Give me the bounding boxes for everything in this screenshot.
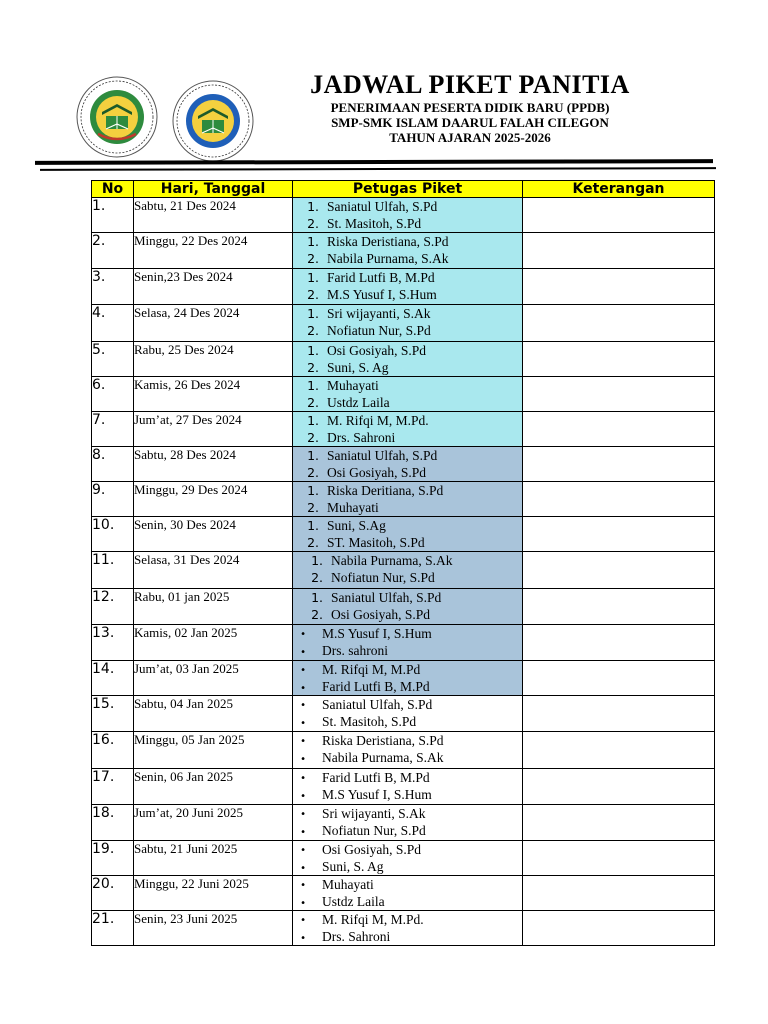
staff-entry: [293, 786, 522, 803]
row-date: Senin, 06 Jan 2025: [134, 769, 293, 805]
document-header: [270, 70, 670, 145]
row-staff: [293, 517, 523, 552]
bullet-marker: •: [300, 773, 306, 784]
table-row: [92, 198, 715, 233]
staff-entry: [293, 893, 522, 910]
staff-name: M.S Yusuf I, S.Hum: [322, 626, 432, 641]
header-notes: Keterangan: [523, 181, 715, 198]
row-number: 13.: [92, 625, 134, 661]
row-notes: [523, 342, 715, 377]
staff-name: Osi Gosiyah, S.Pd: [331, 607, 431, 622]
row-date: Rabu, 25 Des 2024: [134, 342, 293, 377]
staff-entry: [293, 342, 522, 359]
table-row: [92, 625, 715, 661]
row-notes: [523, 552, 715, 589]
header-staff: Petugas Piket: [293, 181, 523, 198]
staff-name: Farid Lutfi B, M.Pd: [327, 270, 435, 285]
table-row: [92, 589, 715, 625]
bullet-marker: •: [300, 845, 306, 856]
row-notes: [523, 269, 715, 305]
row-number: 19.: [92, 841, 134, 876]
subtitle-year: TAHUN AJARAN 2025-2026: [389, 130, 551, 145]
list-number: 1.: [311, 553, 323, 568]
staff-entry: [293, 482, 522, 499]
staff-name: Drs. Sahroni: [327, 430, 396, 445]
staff-name: Saniatul Ulfah, S.Pd: [327, 199, 438, 214]
row-number: 12.: [92, 589, 134, 625]
bullet-marker: •: [300, 736, 306, 747]
staff-name: Nofiatun Nur, S.Pd: [322, 823, 426, 838]
list-number: 1.: [307, 413, 319, 428]
staff-entry: [293, 696, 522, 713]
row-number: 14.: [92, 661, 134, 696]
row-notes: [523, 661, 715, 696]
row-date: Senin, 30 Des 2024: [134, 517, 293, 552]
row-date: Senin,23 Des 2024: [134, 269, 293, 305]
bullet-marker: •: [300, 665, 306, 676]
list-number: 1.: [307, 199, 319, 214]
list-number: 2.: [307, 216, 319, 231]
staff-name: Nabila Purnama, S.Ak: [331, 553, 453, 568]
list-number: 1.: [311, 590, 323, 605]
list-number: 1.: [307, 483, 319, 498]
list-number: 2.: [307, 535, 319, 550]
bullet-marker: •: [300, 791, 306, 802]
row-notes: [523, 732, 715, 769]
staff-name: Riska Deristiana, S.Pd: [327, 234, 449, 249]
staff-entry: [293, 394, 522, 411]
row-notes: [523, 911, 715, 946]
staff-name: ST. Masitoh, S.Pd: [327, 535, 425, 550]
row-staff: [293, 482, 523, 517]
row-staff: [293, 732, 523, 769]
table-row: [92, 552, 715, 589]
staff-entry: [293, 464, 522, 481]
bullet-marker: •: [300, 898, 306, 909]
table-row: [92, 517, 715, 552]
row-staff: [293, 696, 523, 732]
row-date: Minggu, 05 Jan 2025: [134, 732, 293, 769]
row-notes: [523, 805, 715, 841]
list-number: 1.: [307, 270, 319, 285]
bullet-marker: •: [300, 915, 306, 926]
row-date: Rabu, 01 jan 2025: [134, 589, 293, 625]
bullet-marker: •: [300, 880, 306, 891]
staff-entry: [293, 732, 522, 749]
row-date: Sabtu, 21 Juni 2025: [134, 841, 293, 876]
row-staff: [293, 589, 523, 625]
row-number: 11.: [92, 552, 134, 589]
row-number: 2.: [92, 233, 134, 269]
bullet-marker: •: [300, 700, 306, 711]
staff-name: Saniatul Ulfah, S.Pd: [331, 590, 442, 605]
row-notes: [523, 305, 715, 342]
row-date: Sabtu, 28 Des 2024: [134, 447, 293, 482]
staff-name: Ustdz Laila: [322, 894, 385, 909]
list-number: 2.: [307, 360, 319, 375]
staff-entry: [293, 713, 522, 730]
row-date: Minggu, 29 Des 2024: [134, 482, 293, 517]
row-staff: [293, 625, 523, 661]
schedule-table: [91, 180, 715, 946]
staff-entry: [293, 678, 522, 695]
row-staff: [293, 841, 523, 876]
table-row: [92, 482, 715, 517]
table-row: [92, 769, 715, 805]
staff-entry: [293, 661, 522, 678]
staff-entry: [293, 429, 522, 446]
row-number: 9.: [92, 482, 134, 517]
table-row: [92, 661, 715, 696]
header-day: Hari, Tanggal: [134, 181, 293, 198]
table-row: [92, 305, 715, 342]
row-notes: [523, 625, 715, 661]
list-number: 1.: [307, 378, 319, 393]
header-no: No: [92, 181, 134, 198]
bullet-marker: •: [300, 683, 306, 694]
smk-school-logo: [172, 80, 254, 162]
table-row: [92, 342, 715, 377]
staff-name: Ustdz Laila: [327, 395, 390, 410]
staff-name: Saniatul Ulfah, S.Pd: [322, 697, 433, 712]
staff-entry: [293, 589, 522, 606]
row-date: Kamis, 26 Des 2024: [134, 377, 293, 412]
list-number: 2.: [307, 500, 319, 515]
staff-entry: [293, 499, 522, 516]
row-notes: [523, 589, 715, 625]
staff-entry: [293, 805, 522, 822]
row-number: 7.: [92, 412, 134, 447]
row-date: Sabtu, 21 Des 2024: [134, 198, 293, 233]
row-date: Selasa, 24 Des 2024: [134, 305, 293, 342]
staff-name: Farid Lutfi B, M.Pd: [322, 679, 430, 694]
bullet-marker: •: [300, 863, 306, 874]
row-staff: [293, 377, 523, 412]
staff-name: M.S Yusuf I, S.Hum: [327, 287, 437, 302]
row-number: 17.: [92, 769, 134, 805]
subtitle-ppdb: PENERIMAAN PESERTA DIDIK BARU (PPDB): [330, 100, 610, 115]
subtitle-school: SMP-SMK ISLAM DAARUL FALAH CILEGON: [331, 115, 609, 130]
bullet-marker: •: [300, 629, 306, 640]
staff-entry: [293, 876, 522, 893]
row-date: Jum’at, 27 Des 2024: [134, 412, 293, 447]
staff-entry: [293, 377, 522, 394]
list-number: 1.: [307, 306, 319, 321]
staff-name: Drs. sahroni: [322, 643, 388, 658]
staff-entry: [293, 625, 522, 642]
staff-entry: [293, 322, 522, 339]
row-notes: [523, 769, 715, 805]
staff-entry: [293, 215, 522, 232]
bullet-marker: •: [300, 754, 306, 765]
row-notes: [523, 233, 715, 269]
row-notes: [523, 482, 715, 517]
staff-entry: [293, 841, 522, 858]
row-number: 3.: [92, 269, 134, 305]
staff-name: Sri wijayanti, S.Ak: [322, 806, 426, 821]
staff-name: M. Rifqi M, M.Pd.: [327, 413, 429, 428]
staff-entry: [293, 911, 522, 928]
row-staff: [293, 447, 523, 482]
row-notes: [523, 447, 715, 482]
staff-name: Drs. Sahroni: [322, 929, 391, 944]
table-row: [92, 233, 715, 269]
list-number: 2.: [307, 395, 319, 410]
row-staff: [293, 198, 523, 233]
list-number: 1.: [307, 448, 319, 463]
staff-name: Osi Gosiyah, S.Pd: [327, 465, 427, 480]
row-notes: [523, 841, 715, 876]
row-notes: [523, 876, 715, 911]
staff-name: St. Masitoh, S.Pd: [327, 216, 422, 231]
staff-name: Osi Gosiyah, S.Pd: [322, 842, 422, 857]
staff-name: Riska Deritiana, S.Pd: [327, 483, 444, 498]
row-number: 20.: [92, 876, 134, 911]
list-number: 2.: [311, 607, 323, 622]
smp-school-logo: [76, 76, 158, 158]
row-staff: [293, 769, 523, 805]
staff-entry: [293, 359, 522, 376]
row-date: Minggu, 22 Des 2024: [134, 233, 293, 269]
row-number: 16.: [92, 732, 134, 769]
row-number: 15.: [92, 696, 134, 732]
staff-entry: [293, 198, 522, 215]
row-number: 18.: [92, 805, 134, 841]
staff-entry: [293, 233, 522, 250]
row-number: 10.: [92, 517, 134, 552]
row-date: Sabtu, 04 Jan 2025: [134, 696, 293, 732]
row-date: Selasa, 31 Des 2024: [134, 552, 293, 589]
row-number: 5.: [92, 342, 134, 377]
row-notes: [523, 412, 715, 447]
staff-name: Suni, S. Ag: [327, 360, 389, 375]
staff-name: Muhayati: [327, 378, 379, 393]
table-row: [92, 412, 715, 447]
staff-entry: [293, 606, 522, 623]
document-title: JADWAL PIKET PANITIA: [310, 70, 630, 99]
list-number: 2.: [307, 323, 319, 338]
staff-entry: [293, 928, 522, 945]
bullet-marker: •: [300, 647, 306, 658]
staff-entry: [293, 447, 522, 464]
staff-name: M. Rifqi M, M.Pd: [322, 662, 421, 677]
staff-entry: [293, 269, 522, 286]
row-number: 21.: [92, 911, 134, 946]
row-staff: [293, 552, 523, 589]
table-row: [92, 841, 715, 876]
staff-name: Sri wijayanti, S.Ak: [327, 306, 431, 321]
bullet-marker: •: [300, 827, 306, 838]
row-notes: [523, 377, 715, 412]
staff-entry: [293, 569, 522, 586]
staff-name: M.S Yusuf I, S.Hum: [322, 787, 432, 802]
table-row: [92, 269, 715, 305]
list-number: 1.: [307, 343, 319, 358]
staff-name: Muhayati: [327, 500, 379, 515]
list-number: 1.: [307, 234, 319, 249]
row-date: Kamis, 02 Jan 2025: [134, 625, 293, 661]
table-row: [92, 447, 715, 482]
row-notes: [523, 696, 715, 732]
staff-name: Muhayati: [322, 877, 374, 892]
staff-entry: [293, 412, 522, 429]
row-staff: [293, 661, 523, 696]
staff-entry: [293, 858, 522, 875]
staff-name: M. Rifqi M, M.Pd.: [322, 912, 424, 927]
row-staff: [293, 305, 523, 342]
row-staff: [293, 342, 523, 377]
row-staff: [293, 876, 523, 911]
staff-name: Osi Gosiyah, S.Pd: [327, 343, 427, 358]
row-date: Minggu, 22 Juni 2025: [134, 876, 293, 911]
row-date: Jum’at, 20 Juni 2025: [134, 805, 293, 841]
staff-name: Farid Lutfi B, M.Pd: [322, 770, 430, 785]
table-row: [92, 732, 715, 769]
bullet-marker: •: [300, 718, 306, 729]
table-row: [92, 377, 715, 412]
row-staff: [293, 233, 523, 269]
row-staff: [293, 412, 523, 447]
row-staff: [293, 269, 523, 305]
list-number: 2.: [311, 570, 323, 585]
row-number: 8.: [92, 447, 134, 482]
staff-name: Nabila Purnama, S.Ak: [322, 750, 444, 765]
header-divider-thick: [35, 159, 713, 165]
staff-name: Saniatul Ulfah, S.Pd: [327, 448, 438, 463]
staff-entry: [293, 822, 522, 839]
staff-entry: [293, 642, 522, 659]
staff-name: Nabila Purnama, S.Ak: [327, 251, 449, 266]
staff-name: Suni, S.Ag: [327, 518, 386, 533]
staff-entry: [293, 749, 522, 766]
table-header-row: [92, 181, 715, 198]
staff-name: Nofiatun Nur, S.Pd: [331, 570, 435, 585]
staff-entry: [293, 250, 522, 267]
bullet-marker: •: [300, 809, 306, 820]
row-date: Senin, 23 Juni 2025: [134, 911, 293, 946]
staff-name: Riska Deristiana, S.Pd: [322, 733, 444, 748]
list-number: 2.: [307, 465, 319, 480]
staff-entry: [293, 552, 522, 569]
staff-entry: [293, 534, 522, 551]
row-notes: [523, 198, 715, 233]
row-notes: [523, 517, 715, 552]
table-row: [92, 876, 715, 911]
bullet-marker: •: [300, 933, 306, 944]
row-number: 6.: [92, 377, 134, 412]
table-row: [92, 696, 715, 732]
list-number: 2.: [307, 287, 319, 302]
row-staff: [293, 805, 523, 841]
staff-entry: [293, 517, 522, 534]
list-number: 2.: [307, 251, 319, 266]
staff-name: Suni, S. Ag: [322, 859, 384, 874]
staff-entry: [293, 305, 522, 322]
table-row: [92, 805, 715, 841]
row-date: Jum’at, 03 Jan 2025: [134, 661, 293, 696]
staff-entry: [293, 286, 522, 303]
staff-name: Nofiatun Nur, S.Pd: [327, 323, 431, 338]
staff-entry: [293, 769, 522, 786]
row-number: 4.: [92, 305, 134, 342]
list-number: 2.: [307, 430, 319, 445]
header-divider-thin: [40, 167, 716, 170]
table-row: [92, 911, 715, 946]
row-staff: [293, 911, 523, 946]
row-number: 1.: [92, 198, 134, 233]
staff-name: St. Masitoh, S.Pd: [322, 714, 417, 729]
list-number: 1.: [307, 518, 319, 533]
